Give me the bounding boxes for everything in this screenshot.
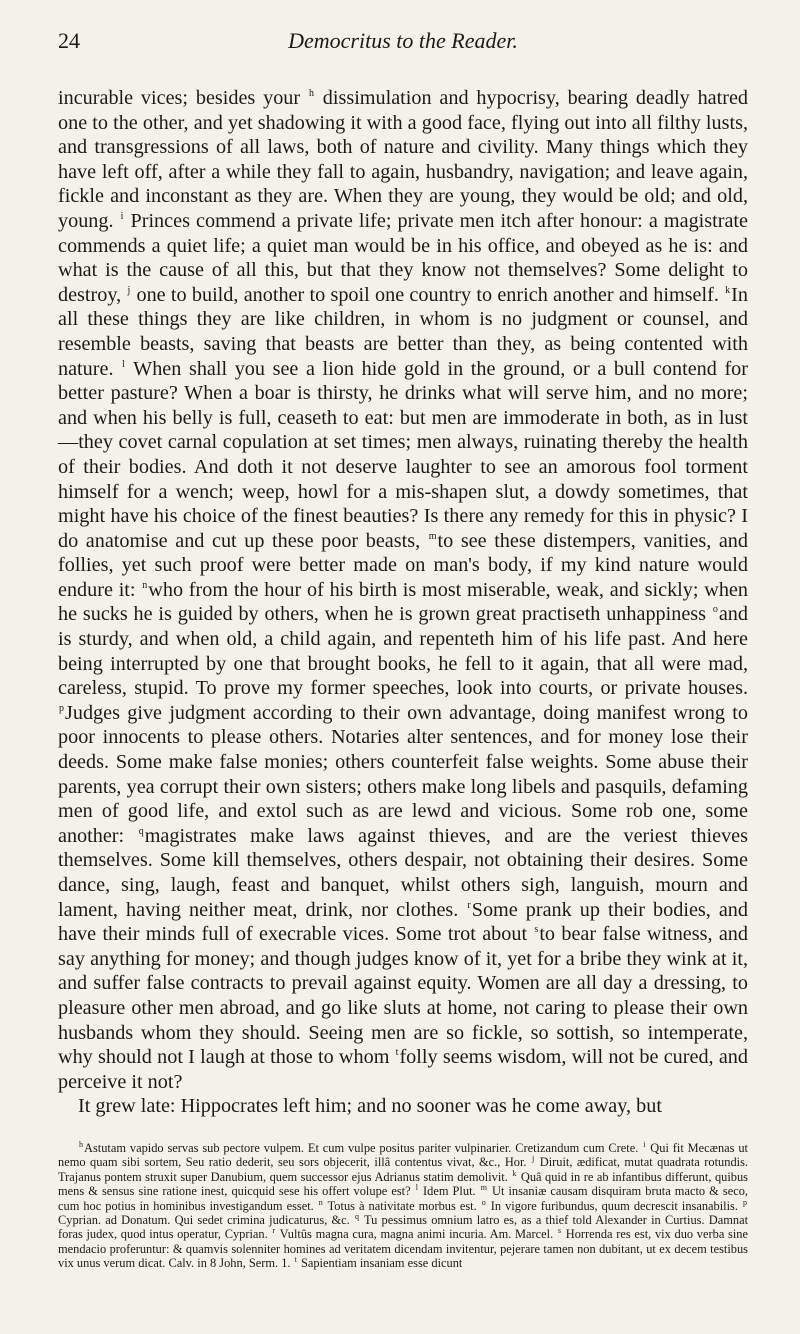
marginal-note-marker: s bbox=[557, 1226, 562, 1236]
marginal-note-marker: m bbox=[428, 530, 437, 542]
marginal-note-marker: q bbox=[138, 825, 144, 837]
text-run: Princes commend a private life; private men itch after honour: a magistrate commends a quiet life; a quiet man would be in his office, and obeyed as he is: and what is the cause of all this, but that they know not themselves? Some delight to destroy, bbox=[58, 209, 749, 306]
marginal-note-marker: l bbox=[122, 358, 125, 370]
marginal-note-marker: n bbox=[318, 1197, 323, 1207]
marginal-note-marker: s bbox=[534, 924, 539, 936]
marginal-note-marker: o bbox=[712, 604, 718, 616]
running-header bbox=[58, 24, 748, 56]
footnote-block bbox=[58, 1141, 748, 1271]
text-run: Totus à nativitate morbus est. bbox=[323, 1198, 481, 1213]
body-text bbox=[58, 86, 748, 1119]
text-run: Qui fit Mecænas ut nemo quam sibi sortem, Seu ratio dederit, seu sors objecerit, illâ contentus vivat, &c., Hor. bbox=[58, 1140, 748, 1170]
text-run: who from the hour of his birth is most miserable, weak, and sickly; when he sucks he is guided by others, when he is grown great practiseth unhappiness bbox=[58, 578, 748, 626]
text-run: In all these things they are like children, in whom is no judgment or counsel, and resemble beasts, saving that beasts are better than they, as being contented with nature. bbox=[58, 283, 748, 380]
text-run: Quâ quid in re ab infantibus differunt, quibus mens & sensus sine ratione inest, quicquid sese his offert volupe est? bbox=[58, 1169, 748, 1199]
running-title-emphasis: Reader. bbox=[451, 28, 518, 53]
text-run: Vultûs magna cura, magna animi incuria. Am. Marcel. bbox=[276, 1227, 557, 1242]
text-run: dissimulation and hypocrisy, bearing deadly hatred one to the other, and yet shadowing it with a good face, flying out into all filthy lusts, and transgressions of all laws, both of nature and civility. Many things which they have left off, after a while they fall to again, husbandry, navigation; and leave again, fickle and inconstant as they are. When they are young, they would be old; and old, young. bbox=[58, 87, 749, 232]
text-run: Diruit, ædificat, mutat quadrata rotundis. Trajanus pontem struxit super Danubium, quem successor ejus Adrianus statim demolivit. bbox=[58, 1155, 748, 1184]
footnote-marker: h bbox=[79, 1139, 83, 1149]
marginal-note-marker: p bbox=[743, 1197, 747, 1207]
text-run: When shall you see a lion hide gold in the ground, or a bull contend for better pasture? When a boar is thirsty, he drinks what will serve him, and no more; and when his belly is full, ceaseth to eat: but men are immoderate in both, as in lust—they covet carnal copulation at set times; men always, ruinating thereby the health of their bodies. And doth it not deserve laughter to see an amorous fool torment himself for a wench; weep, howl for a mis-shapen slut, a dowdy sometimes, that might have his choice of the finest beauties? Is there any remedy for this in physic? I do anatomise and cut up these poor beasts, bbox=[58, 357, 748, 552]
text-run: Horrenda res est, vix duo verba sine mendacio proferuntur: & quamvis solenniter homines ad veritatem dicendam invitentur, pejerare tamen non dubitant, ut ex decem testibus vix unus verum dicat. Calv. in 8 John, Serm. 1. bbox=[58, 1227, 748, 1271]
text-run: Sapientiam insaniam esse dicunt bbox=[297, 1256, 463, 1271]
marginal-note-marker: r bbox=[272, 1226, 276, 1236]
text-run: one to build, another to spoil one country to enrich another and himself. bbox=[131, 283, 725, 306]
marginal-note-marker: h bbox=[308, 88, 314, 99]
marginal-note-marker: p bbox=[59, 702, 64, 714]
text-run: to bear false witness, and say anything for money; and though judges know of it, yet for a bribe they wink at it, and suffer false contracts to prevail against equity. Women are all day a dressing, to pleasure other men abroad, and go like sluts at home, not caring to please their own husbands whom they should. Seeing men are so fickle, so sottish, so intemperate, why should not I laugh at those to whom bbox=[58, 923, 748, 1069]
text-run: Astutam vapido servas sub pectore vulpem. Et cum vulpe positus pariter vulpinarier. Cretizandum cum Crete. bbox=[84, 1140, 643, 1155]
marginal-note-marker: k bbox=[512, 1168, 517, 1178]
text-run: folly seems wisdom, will not be cured, and perceive it not? bbox=[58, 1046, 748, 1093]
text-run: Tu pessimus omnium latro es, as a thief told Alexander in Curtius. Damnat foras judex, quod intus operatur, Cyprian. bbox=[58, 1212, 749, 1242]
text-run: Cyprian. ad Donatum. Qui sedet crimina judicaturus, &c. bbox=[58, 1212, 354, 1227]
text-run: Ut insaniæ causam disquiram bruta macto & seco, cum hoc potius in hominibus investigandum esset. bbox=[58, 1184, 748, 1213]
text-run: and is sturdy, and when old, a child again, and repenteth him of his life past. And here being interrupted by one that brought books, he fell to it again, that all were mad, careless, stupid. To prove my former speeches, look into courts, or private houses. bbox=[58, 603, 748, 700]
marginal-note-marker: i bbox=[120, 210, 124, 222]
marginal-note-marker: o bbox=[481, 1197, 486, 1207]
text-run: Idem Plut. bbox=[418, 1184, 480, 1199]
marginal-note-marker: j bbox=[127, 284, 131, 296]
text-run: Some prank up their bodies, and have their minds full of execrable vices. Some trot about bbox=[58, 898, 748, 946]
text-run: to see these distempers, vanities, and follies, yet such proof were better made on man's body, if my kind nature would endure it: bbox=[58, 529, 748, 601]
marginal-note-marker: i bbox=[643, 1139, 646, 1149]
footnotes bbox=[58, 1141, 748, 1271]
body-paragraph-continuation: It grew late: Hippocrates left him; and no sooner was he come away, but bbox=[78, 1095, 662, 1118]
marginal-note-marker: t bbox=[294, 1255, 297, 1265]
running-title bbox=[58, 28, 748, 54]
marginal-note-marker: k bbox=[725, 284, 731, 296]
body-paragraph bbox=[58, 86, 748, 1094]
marginal-note-marker: m bbox=[480, 1183, 487, 1193]
text-run: incurable vices; besides your bbox=[58, 87, 308, 109]
marginal-note-marker: l bbox=[415, 1183, 418, 1193]
text-run: magistrates make laws against thieves, and are the veriest thieves themselves. Some kill themselves, others despair, not obtaining their desires. Some dance, sing, laugh, feast and banquet, whilst others sigh, languish, mourn and lament, having neither meat, drink, nor clothes. bbox=[58, 824, 748, 921]
text-run: In vigore furibundus, quum decrescit insanabilis. bbox=[486, 1198, 742, 1213]
marginal-note-marker: r bbox=[467, 899, 471, 911]
marginal-note-marker: t bbox=[395, 1047, 399, 1059]
marginal-note-marker: j bbox=[532, 1154, 535, 1164]
text-run: Judges give judgment according to their own advantage, doing manifest wrong to poor innocents to please others. Notaries alter sentences, and for money lose their deeds. Some make false monies; others counterfeit false weights. Some abuse their parents, yea corrupt their own sisters; others make long libels and pasquils, defaming men of good life, and extol such as are lewd and vicious. Some rob one, some another: bbox=[58, 701, 748, 847]
marginal-note-marker: n bbox=[142, 579, 148, 591]
running-title-main: Democritus to the bbox=[288, 28, 452, 53]
page-number: 24 bbox=[58, 28, 80, 53]
marginal-note-marker: q bbox=[354, 1211, 359, 1221]
